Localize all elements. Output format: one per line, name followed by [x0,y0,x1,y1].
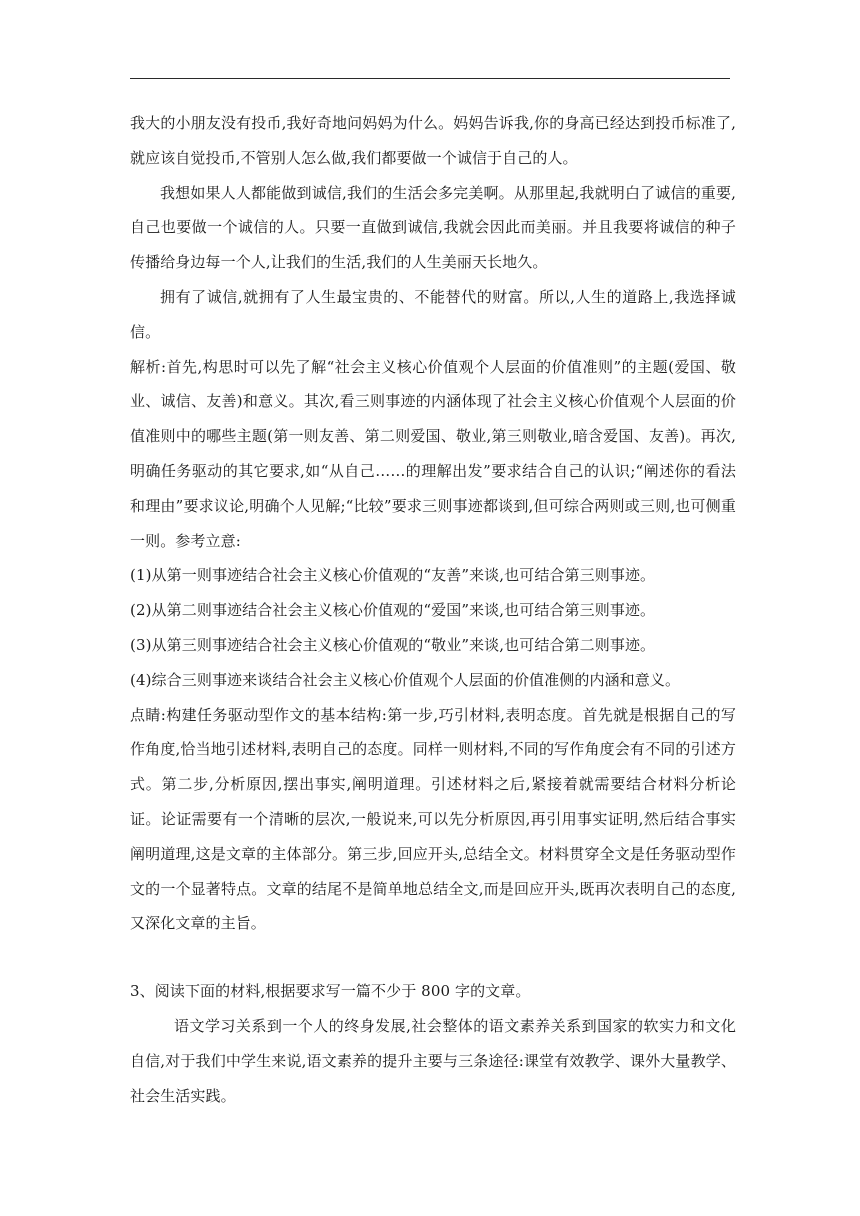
idea-item-1: (1)从第一则事迹结合社会主义核心价值观的“友善”来谈,也可结合第三则事迹。 [130,566,656,585]
essay-paragraph-3: 拥有了诚信,就拥有了人生最宝贵的、不能替代的财富。所以,人生的道路上,我选择诚信。 [130,287,736,341]
idea-item-2: (2)从第二则事迹结合社会主义核心价值观的“爱国”来谈,也可结合第三则事迹。 [130,601,656,620]
question-3-heading: 3、阅读下面的材料,根据要求写一篇不少于 800 字的文章。 [130,982,531,1001]
essay-paragraph-1: 我大的小朋友没有投币,我好奇地问妈妈为什么。妈妈告诉我,你的身高已经达到投币标准了,就应该自觉投币,不管别人怎么做,我们都要做一个诚信于自己的人。 [130,114,736,167]
section-gap [130,941,736,974]
idea-item-4: (4)综合三则事迹来谈结合社会主义核心价值观个人层面的价值准侧的内涵和意义。 [130,670,681,689]
document-body [130,106,736,1113]
idea-item-3: (3)从第三则事迹结合社会主义核心价值观的“敬业”来谈,也可结合第二则事迹。 [130,635,656,654]
commentary-paragraph: 点睛:构建任务驱动型作文的基本结构:第一步,巧引材料,表明态度。首先就是根据自己的写作角度,恰当地引述材料,表明自己的态度。同样一则材料,不同的写作角度会有不同的引述方式。第二步,分析原因,摆出事实,阐明道理。引述材料之后,紧接着就需要结合材料分析论证。论证需要有一个清晰的层次,一般说来,可以先分析原因,再引用事实证明,然后结合事实阐明道理,这是文章的主体部分。第三步,回应开头,总结全文。材料贯穿全文是任务驱动型作文的一个显著特点。文章的结尾不是简单地总结全文,而是回应开头,既再次表明自己的态度,又深化文章的主旨。 [130,705,736,933]
header-rule [130,78,730,79]
question-3-material: 语文学习关系到一个人的终身发展,社会整体的语文素养关系到国家的软实力和文化自信,对于我们中学生来说,语文素养的提升主要与三条途径:课堂有效教学、课外大量教学、社会生活实践。 [130,1016,736,1105]
essay-paragraph-2: 我想如果人人都能做到诚信,我们的生活会多完美啊。从那里起,我就明白了诚信的重要,自己也要做一个诚信的人。只要一直做到诚信,我就会因此而美丽。并且我要将诚信的种子传播给身边每一个人,让我们的生活,我们的人生美丽天长地久。 [130,183,736,272]
analysis-paragraph: 解析:首先,构思时可以先了解“社会主义核心价值观个人层面的价值准则”的主题(爱国、敬业、诚信、友善)和意义。其次,看三则事迹的内涵体现了社会主义核心价值观个人层面的价值准则中的哪些主题(第一则友善、第二则爱国、敬业,第三则敬业,暗含爱国、友善)。再次,明确任务驱动的其它要求,如“从自己……的理解出发”要求结合自己的认识;“阐述你的看法和理由”要求议论,明确个人见解;“比较”要求三则事迹都谈到,但可综合两则或三则,也可侧重一则。参考立意: [130,357,736,550]
